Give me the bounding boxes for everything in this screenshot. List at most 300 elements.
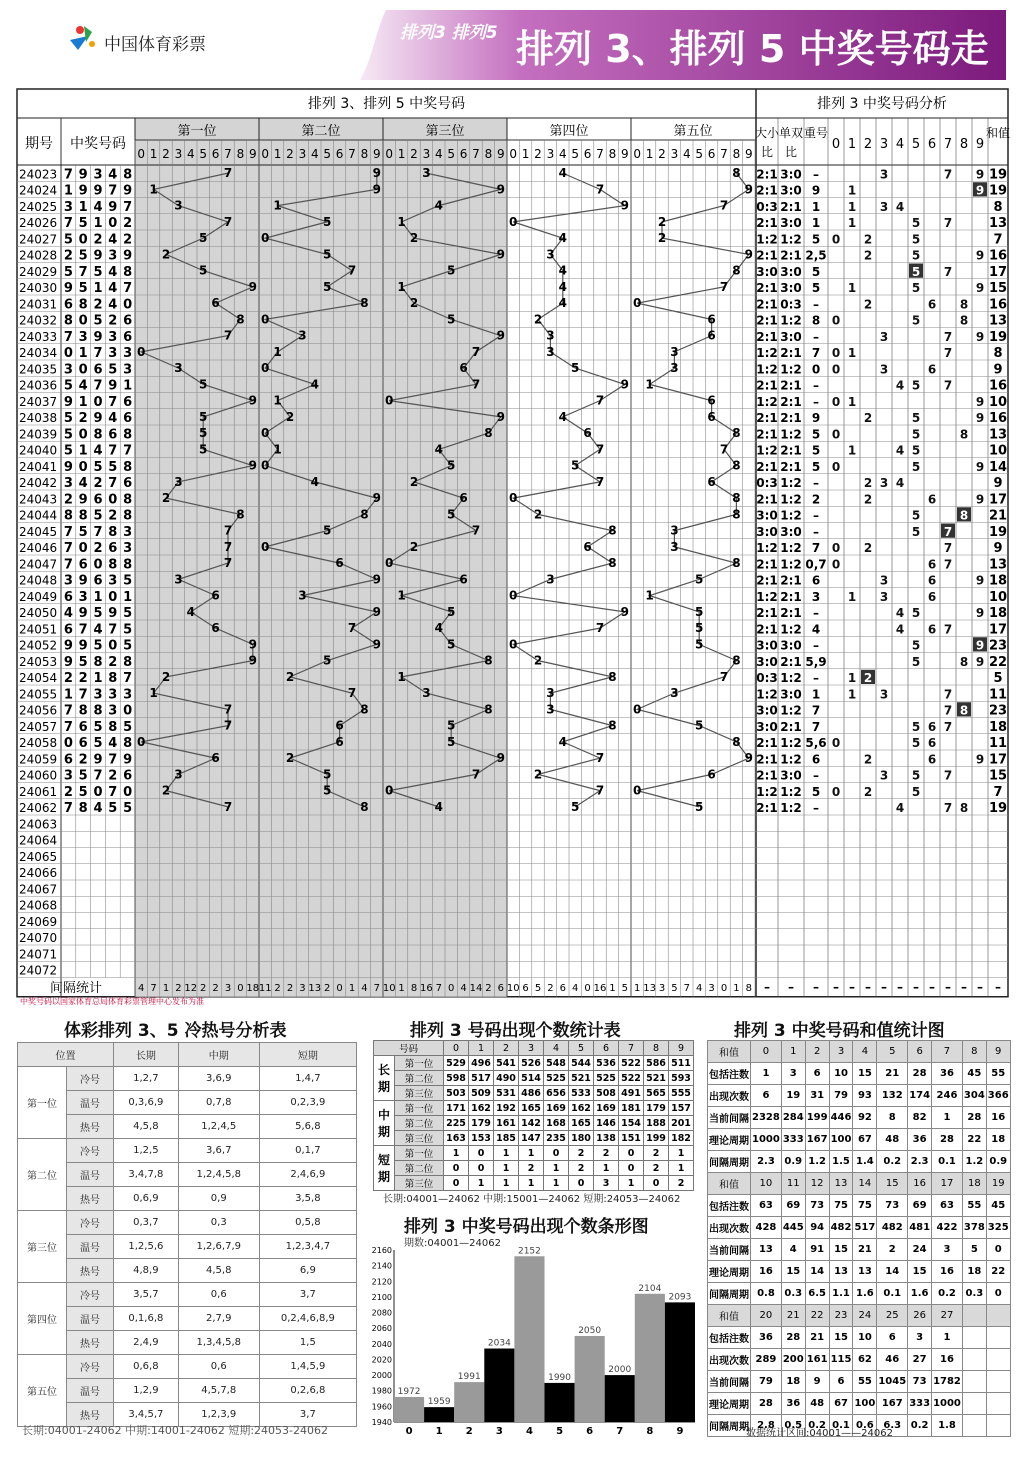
dist-digit: 3 [879,589,889,604]
sum-value: 16 [988,411,1008,426]
sum-value-cell: 428 [751,1217,782,1239]
ratio-parity: 2:1 [780,346,802,360]
digit-header: 4 [682,147,691,161]
count-value: 162 [469,1101,494,1116]
dist-digit: 5 [911,313,921,328]
trend-point: 1 [645,588,654,603]
bar [665,1302,695,1422]
number-digit: 6 [93,362,103,378]
number-digit: 8 [123,264,133,280]
repeat-cell: 0 [811,362,821,377]
period-cell: 24067 [19,882,58,897]
period-cell: 24052 [19,638,58,653]
trend-point: 7 [719,442,729,457]
trend-point: 0 [633,783,642,798]
number-digit: 0 [93,394,103,410]
ratio-parity: 3:0 [780,183,802,198]
number-digit: 5 [93,313,103,329]
period-cell: 24063 [19,817,58,832]
number-digit: 4 [63,606,73,621]
sum-header: 和值 [708,1041,751,1063]
repeat-cell: – [813,476,819,490]
cold-value: 0,3,6,9 [114,1091,179,1115]
sum-value-cell: 0.2 [805,1415,829,1437]
number-digit: 9 [93,411,103,426]
period-cell: 24023 [19,167,58,182]
number-digit: 1 [63,183,73,199]
gap-value: 7 [150,982,157,994]
digit-header: 5 [199,147,208,161]
dist-digit: 5 [911,606,921,620]
y-tick-label: 1980 [371,1386,392,1396]
sum-value-cell: 31 [805,1085,829,1107]
number-digit: 6 [93,492,103,508]
count-value: 0 [544,1146,569,1161]
number-digit: 8 [108,524,118,540]
count-value: 517 [469,1071,494,1086]
sum-value-cell: 1.2 [805,1151,829,1173]
dist-digit: 5 [911,768,921,783]
trend-point: 8 [732,734,741,749]
sum-value-cell: 6 [805,1063,829,1085]
number-digit: 7 [93,378,103,394]
period-cell: 24043 [19,492,58,507]
trend-point: 2 [533,507,543,522]
count-value: 0 [444,1161,469,1176]
sum-value-cell: 15 [829,1239,853,1261]
count-value: 490 [494,1071,519,1086]
dist-digit: 5 [911,232,921,247]
trend-point: 7 [719,669,729,684]
trend-point: 4 [310,474,319,489]
period-cell: 24030 [19,281,58,295]
cold-value: 1,2,6,7,9 [178,1235,259,1259]
gap-value: 7 [435,982,442,994]
count-value: 2 [519,1161,544,1176]
x-tick-label: 2 [465,1426,473,1437]
sum-value-cell: 1.8 [932,1415,963,1437]
number-digit: 1 [123,378,133,394]
number-digit: 3 [63,573,73,589]
sum-value-cell: 67 [853,1129,877,1151]
sum-value-cell: 0 [986,1239,1010,1261]
trend-point: 6 [459,572,468,587]
ratio-parity: 2:1 [780,719,802,734]
number-digit: 1 [93,281,103,296]
kind-cell: 热号 [67,1115,114,1139]
number-digit: 8 [123,492,133,508]
cold-value: 6,9 [259,1259,356,1283]
sum-value-cell: 67 [829,1393,853,1415]
trend-point: 1 [397,669,406,684]
number-digit: 8 [78,703,88,719]
analysis-header: 8 [959,137,969,152]
dist-digit: 9 [975,573,985,588]
trend-point: 5 [323,653,332,668]
y-tick-label: 2020 [371,1355,392,1365]
trend-point: 6 [459,361,468,376]
sum-value-cell [986,1371,1010,1393]
gap-value: 1 [348,982,356,994]
sum-value-cell: 69 [781,1195,805,1217]
dist-digit: 1 [847,671,857,685]
sum-value: 19 [988,183,1008,199]
dist-digit: 5 [911,654,921,669]
digit-header: 9 [744,147,753,161]
sum-value: 14 [988,459,1008,475]
ratio-parity: 1:2 [780,362,802,377]
sum-value-cell: 115 [829,1349,853,1371]
trend-point: 8 [732,507,741,522]
dist-digit: 9 [975,654,985,669]
digit-header: 1 [149,147,158,161]
digit-header: 4 [186,147,195,161]
number-digit: 9 [63,654,73,670]
cold-row [18,1259,357,1283]
count-value: 508 [594,1086,619,1101]
count-value: 1 [544,1161,569,1176]
sum-value-cell: 73 [805,1195,829,1217]
cold-row [18,1187,357,1211]
sum-value-cell: 366 [986,1085,1010,1107]
trend-point: 0 [509,214,518,229]
dist-digit: 4 [895,443,905,458]
number-digit: 4 [108,167,118,183]
dist-digit: 7 [943,524,953,539]
number-digit: 3 [108,248,118,264]
dist-digit: 9 [975,329,985,344]
number-digit: 2 [63,671,73,686]
cold-value: 1,2,4,5,8 [178,1163,259,1187]
dist-digit: 7 [943,378,953,393]
bar-chart-subtitle: 期数:04001—24062 [404,1238,501,1249]
sum-value-cell: 48 [877,1129,908,1151]
sum-value-cell: 75 [853,1195,877,1217]
gap-value: 5 [621,982,628,994]
trend-point: 9 [372,491,381,506]
sum-key: 25 [877,1305,908,1327]
ratio-size: 1:2 [756,232,778,247]
dist-digit: 2 [863,297,873,312]
sum-value-cell: 482 [829,1217,853,1239]
ratio-size: 1:2 [756,362,778,377]
bar [545,1383,575,1422]
count-value: 147 [519,1131,544,1146]
number-digit: 6 [123,329,133,345]
period-cell: 24024 [19,183,58,198]
bar-value-label: 2093 [668,1292,692,1303]
sum-value: 16 [988,378,1008,394]
position-cell: 第五位 [18,1355,67,1427]
period-cell: 24048 [19,573,58,588]
number-digit: 4 [78,378,88,394]
cold-value: 1,2,3,4,7 [259,1235,356,1259]
trend-point: 5 [447,637,456,652]
sum-row-label: 当前间隔 [708,1371,751,1393]
sum-value: 13 [988,313,1008,329]
number-digit: 0 [108,638,118,654]
ratio-size: 2:1 [756,427,778,442]
sum-value-cell: 16 [932,1349,963,1371]
sum-value-cell: 73 [877,1195,908,1217]
sum-value-cell: 378 [962,1217,986,1239]
number-digit: 4 [93,801,103,816]
number-digit: 9 [123,752,133,768]
trend-point: 0 [261,312,270,327]
trend-point: 6 [211,588,220,603]
number-digit: 2 [78,752,88,768]
sum-value-cell: 18 [986,1129,1010,1151]
gap-dash: – [881,979,887,994]
repeat-cell: – [813,524,819,539]
count-value: 157 [669,1101,694,1116]
trend-point: 1 [149,182,158,197]
sum-value: 9 [993,541,1003,556]
dist-digit: 1 [847,281,857,295]
number-digit: 1 [93,589,103,605]
number-digit: 3 [123,346,133,361]
trend-point: 5 [199,409,208,424]
gap-value: 2 [286,982,294,994]
repeat-cell: – [813,671,819,685]
sum-value-cell: 132 [877,1085,908,1107]
ratio-size: 2:1 [756,183,778,198]
logo-text: 中国体育彩票 [104,35,206,55]
number-digit: 5 [123,719,133,735]
repeat-cell: – [813,297,819,312]
trend-point: 3 [174,361,183,376]
dist-digit: 6 [927,622,937,637]
count-value: 188 [644,1116,669,1131]
number-digit: 6 [108,427,118,443]
dist-digit: 1 [847,589,857,604]
cold-value: 0,3 [178,1211,259,1235]
y-tick-label: 2040 [371,1339,392,1349]
digit-header: 2 [162,147,170,161]
sum-value-cell: 28 [962,1107,986,1129]
cold-row [18,1283,357,1307]
count-value: 536 [594,1056,619,1071]
ratio-size: 2:1 [756,313,778,328]
ratio-size: 0:3 [756,476,778,490]
count-title: 排列 3 号码出现个数统计表 [410,1021,621,1041]
digit-header: 7 [224,147,232,161]
sum-value-cell: 82 [908,1107,932,1129]
count-value: 0 [469,1146,494,1161]
trend-point: 5 [199,377,208,392]
number-digit: 8 [78,297,88,313]
dist-digit: 2 [863,671,873,685]
trend-point: 5 [695,637,704,652]
sum-value-cell: 14 [877,1261,908,1283]
count-value: 509 [469,1086,494,1101]
sum-row-label: 间隔周期 [708,1151,751,1173]
ratio-parity: 2:1 [780,248,802,263]
bar-chart-title: 排列 3 中奖号码出现个数条形图 [404,1217,649,1237]
sum-value-cell: 10 [853,1327,877,1349]
number-digit: 4 [93,443,103,459]
trend-point: 5 [199,442,208,457]
y-tick-label: 1940 [371,1418,392,1427]
count-value: 169 [594,1101,619,1116]
ratio-size: 1:2 [756,784,778,799]
number-digit: 1 [93,671,103,686]
ratio-parity: 2:1 [780,606,802,620]
sum-key: 8 [962,1041,986,1063]
sum-value: 10 [988,589,1008,605]
sum-value-cell: 13 [829,1261,853,1283]
sum-value-cell [986,1415,1010,1437]
count-value: 1 [494,1146,519,1161]
lottery-logo-icon [70,26,95,50]
trend-point: 8 [236,312,245,327]
dist-digit: 8 [959,703,969,718]
number-digit: 3 [63,362,73,378]
trend-point: 9 [496,751,505,766]
ratio-size: 2:1 [756,281,778,295]
dist-digit: 9 [975,411,985,425]
repeat-cell: – [813,378,819,393]
repeat-cell: 7 [811,719,821,734]
period-cell: 24069 [19,914,58,929]
number-digit: 6 [123,394,133,410]
ratio-size: 2:1 [756,248,778,263]
number-digit: 3 [123,524,133,540]
number-digit: 9 [78,167,88,183]
number-digit: 9 [123,248,133,264]
dist-digit: 6 [927,362,937,377]
trend-point: 7 [223,523,233,538]
sum-value: 9 [993,476,1003,491]
gap-value: 3 [708,982,715,994]
cold-value: 3,5,7 [114,1283,179,1307]
gap-value: 4 [572,982,579,994]
number-digit: 8 [123,557,133,573]
sum-value: 19 [988,524,1008,540]
trend-point: 8 [732,263,741,278]
sum-value-cell: 18 [962,1261,986,1283]
number-digit: 1 [78,394,88,410]
gap-value: 3 [224,982,232,994]
ratio-size: 2:1 [756,297,778,312]
gap-value: 16 [420,982,433,994]
count-value: 2 [644,1146,669,1161]
trend-point: 3 [174,572,183,587]
count-value: 533 [569,1086,594,1101]
number-digit: 0 [108,216,118,231]
number-digit: 6 [78,557,88,573]
trend-point: 7 [471,377,481,392]
cold-row [18,1235,357,1259]
sum-value-cell: 304 [962,1085,986,1107]
gap-value: 12 [184,982,198,994]
kind-cell: 热号 [67,1331,114,1355]
digit-header: 0 [385,147,394,161]
sum-value-cell: 92 [853,1107,877,1129]
trend-point: 9 [744,247,753,262]
dist-digit: 1 [847,687,857,702]
cold-row [18,1355,357,1379]
dist-digit: 1 [847,199,857,214]
count-value: 199 [644,1131,669,1146]
trend-point: 7 [223,718,233,733]
cold-value: 0,6 [178,1283,259,1307]
trend-point: 0 [509,637,518,652]
gap-value: 6 [497,982,504,994]
digit-header: 3 [422,147,431,161]
number-digit: 3 [63,768,73,784]
sum-header: 和值 [708,1305,751,1327]
trend-point: 6 [211,621,220,636]
digit-header: 6 [583,147,592,161]
ratio-size: 3:0 [756,638,778,653]
dist-digit: 9 [975,183,985,198]
trend-point: 6 [707,474,716,489]
trend-point: 0 [261,231,270,246]
number-digit: 7 [63,216,73,231]
ratio-parity: 2:1 [780,459,802,474]
count-value: 146 [594,1116,619,1131]
x-tick-label: 5 [556,1426,564,1437]
dist-digit: 9 [975,606,985,620]
repeat-cell: 6 [811,573,821,588]
sum-value-cell: 167 [805,1129,829,1151]
trend-point: 4 [434,442,443,457]
sum-row-label: 包括注数 [708,1195,751,1217]
sum-value-cell: 6.3 [877,1415,908,1437]
digit-header: 8 [360,147,369,161]
number-digit: 5 [93,606,103,621]
dist-digit: 5 [911,638,921,653]
trend-point: 9 [248,637,257,652]
sum-value-cell: 6 [829,1371,853,1393]
digit-header: 7 [596,147,604,161]
number-digit: 8 [108,719,118,735]
trend-point: 7 [223,702,233,717]
period-cell: 24065 [19,849,58,864]
number-digit: 5 [78,524,88,540]
number-digit: 3 [108,329,118,345]
digit-header: 5 [571,147,580,161]
repeat-cell: – [813,768,819,783]
sum-value-cell: 2328 [751,1107,782,1129]
number-digit: 0 [123,784,133,800]
trend-point: 5 [695,621,704,636]
trend-point: 3 [546,702,555,717]
position-cell: 第一位 [18,1067,67,1139]
trend-point: 5 [571,458,580,473]
position-header: 第四位 [549,124,589,139]
period-cell: 24062 [19,801,58,815]
dist-digit: 6 [927,557,937,572]
repeat-cell: 1 [811,199,821,214]
count-value: 2 [644,1161,669,1176]
sum-row-label: 当前间隔 [708,1239,751,1261]
ratio-size: 0:3 [756,671,778,685]
count-value: 525 [594,1071,619,1086]
number-digit: 7 [63,703,73,719]
ratio-parity: 2:1 [780,573,802,588]
number-digit: 9 [93,329,103,345]
trend-point: 4 [558,263,567,278]
cold-header: 中期 [178,1043,259,1067]
count-value: 162 [569,1101,594,1116]
digit-header: 5 [695,147,704,161]
x-tick-label: 8 [646,1426,654,1437]
dist-digit: 5 [911,264,921,279]
trend-point: 1 [397,214,406,229]
sum-value-cell: 3 [908,1327,932,1349]
